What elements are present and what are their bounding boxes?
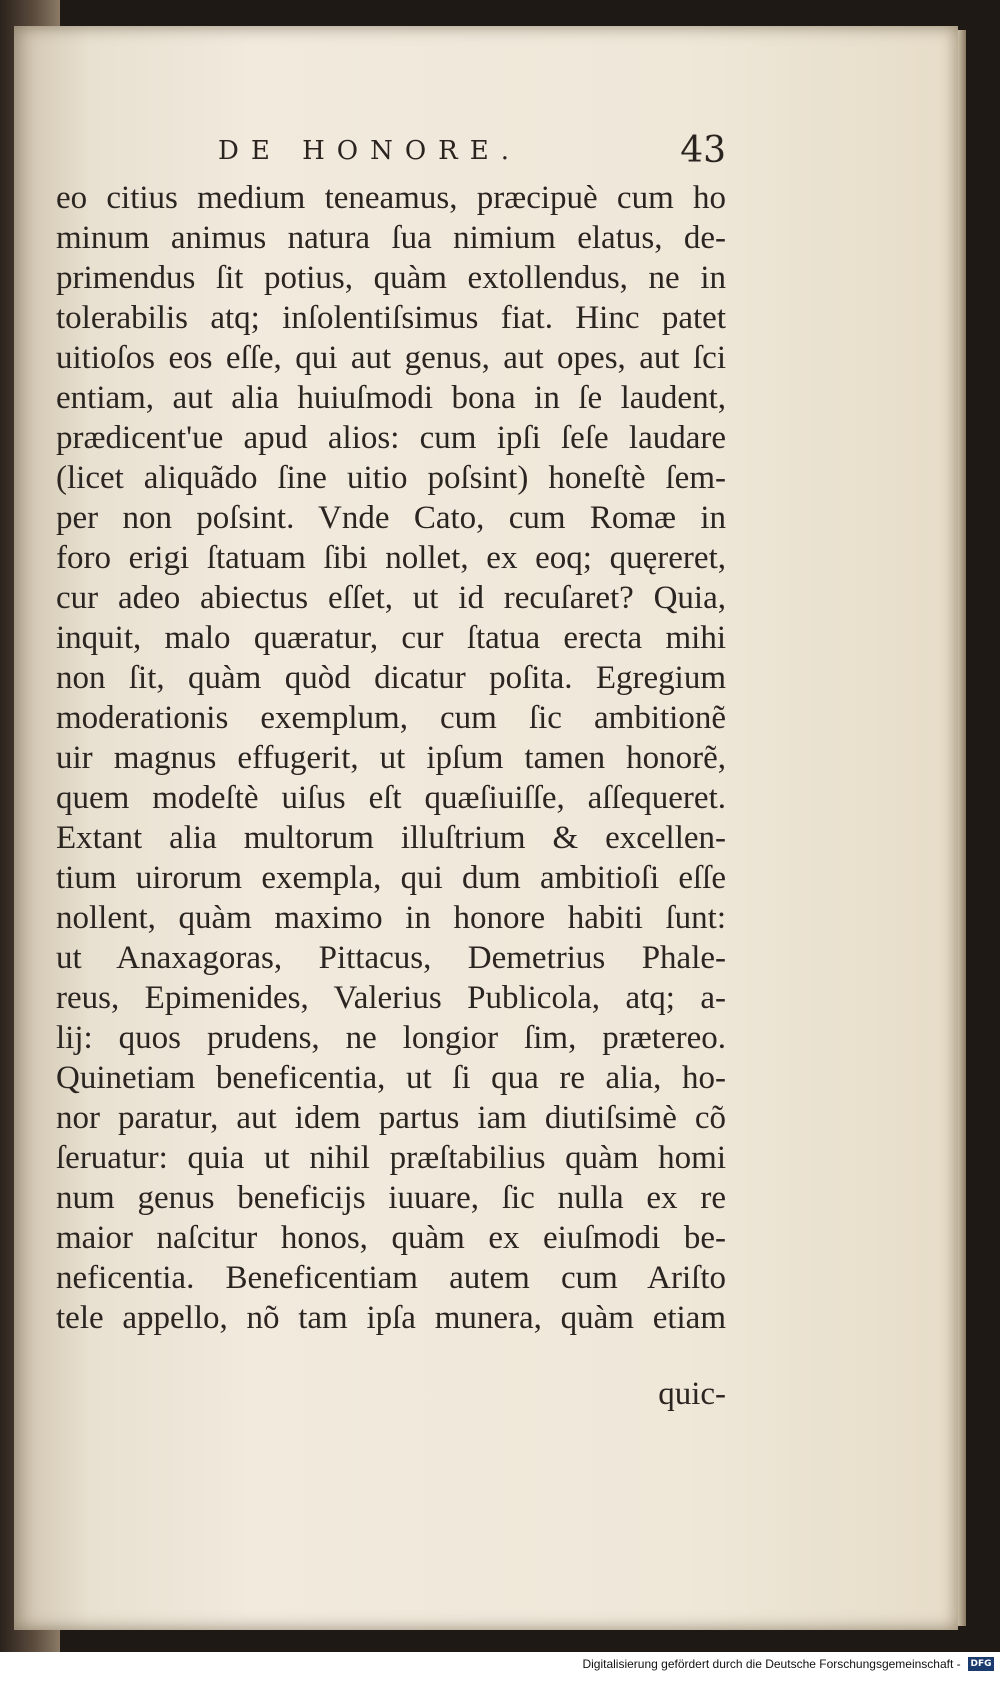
text-line: ſeruatur: quia ut nihil præſtabilius quàm homi	[56, 1140, 726, 1176]
text-line: cur adeo abiectus eſſet, ut id recuſaret? Quia,	[56, 580, 726, 616]
text-line: uitioſos eos eſſe, qui aut genus, aut opes, aut ſci	[56, 340, 726, 376]
text-line: nor paratur, aut idem partus iam diutiſsimè cõ	[56, 1100, 726, 1136]
text-line: tele appello, nõ tam ipſa munera, quàm etiam	[56, 1300, 726, 1336]
credit-text: Digitalisierung gefördert durch die Deutsche Forschungsgemeinschaft -	[582, 1656, 961, 1671]
text-line: num genus beneficijs iuuare, ſic nulla ex re	[56, 1180, 726, 1216]
text-line: minum animus natura ſua nimium elatus, de-	[56, 220, 726, 256]
body-text	[56, 178, 726, 1338]
page-edge	[958, 30, 966, 1626]
text-line: foro erigi ſtatuam ſibi nollet, ex eoq; quęreret,	[56, 540, 726, 576]
text-line: uir magnus effugerit, ut ipſum tamen honorẽ,	[56, 740, 726, 776]
text-line: neficentia. Beneficentiam autem cum Ariſto	[56, 1260, 726, 1296]
text-line: entiam, aut alia huiuſmodi bona in ſe laudent,	[56, 380, 726, 416]
text-line: Quinetiam beneficentia, ut ſi qua re alia, ho-	[56, 1060, 726, 1096]
dfg-logo-icon: DFG	[968, 1657, 994, 1671]
text-line: quem modeſtè uiſus eſt quæſiuiſſe, aſſequeret.	[56, 780, 726, 816]
text-line: tolerabilis atq; inſolentiſsimus fiat. Hinc patet	[56, 300, 726, 336]
text-line: eo citius medium teneamus, præcipuè cum ho	[56, 180, 726, 216]
text-line: (licet aliquãdo ſine uitio poſsint) honeſtè ſem-	[56, 460, 726, 496]
text-line: prædicent'ue apud alios: cum ipſi ſeſe laudare	[56, 420, 726, 456]
digitization-credit	[0, 1656, 994, 1678]
text-line: Extant alia multorum illuſtrium & excellen-	[56, 820, 726, 856]
text-line: inquit, malo quæratur, cur ſtatua erecta mihi	[56, 620, 726, 656]
catchword: quic-	[658, 1376, 726, 1412]
text-line: moderationis exemplum, cum ſic ambitionẽ	[56, 700, 726, 736]
text-line: primendus ſit potius, quàm extollendus, ne in	[56, 260, 726, 296]
running-head	[218, 130, 726, 170]
page-number: 43	[680, 130, 726, 171]
text-line: non ſit, quàm quòd dicatur poſita. Egregium	[56, 660, 726, 696]
text-line: nollent, quàm maximo in honore habiti ſunt:	[56, 900, 726, 936]
text-line: ut Anaxagoras, Pittacus, Demetrius Phale-	[56, 940, 726, 976]
text-line: lij: quos prudens, ne longior ſim, prætereo.	[56, 1020, 726, 1056]
running-title: DE HONORE.	[218, 136, 521, 166]
text-line: reus, Epimenides, Valerius Publicola, atq; a-	[56, 980, 726, 1016]
text-line: maior naſcitur honos, quàm ex eiuſmodi be-	[56, 1220, 726, 1256]
text-line: tium uirorum exempla, qui dum ambitioſi eſſe	[56, 860, 726, 896]
text-line: per non poſsint. Vnde Cato, cum Romæ in	[56, 500, 726, 536]
